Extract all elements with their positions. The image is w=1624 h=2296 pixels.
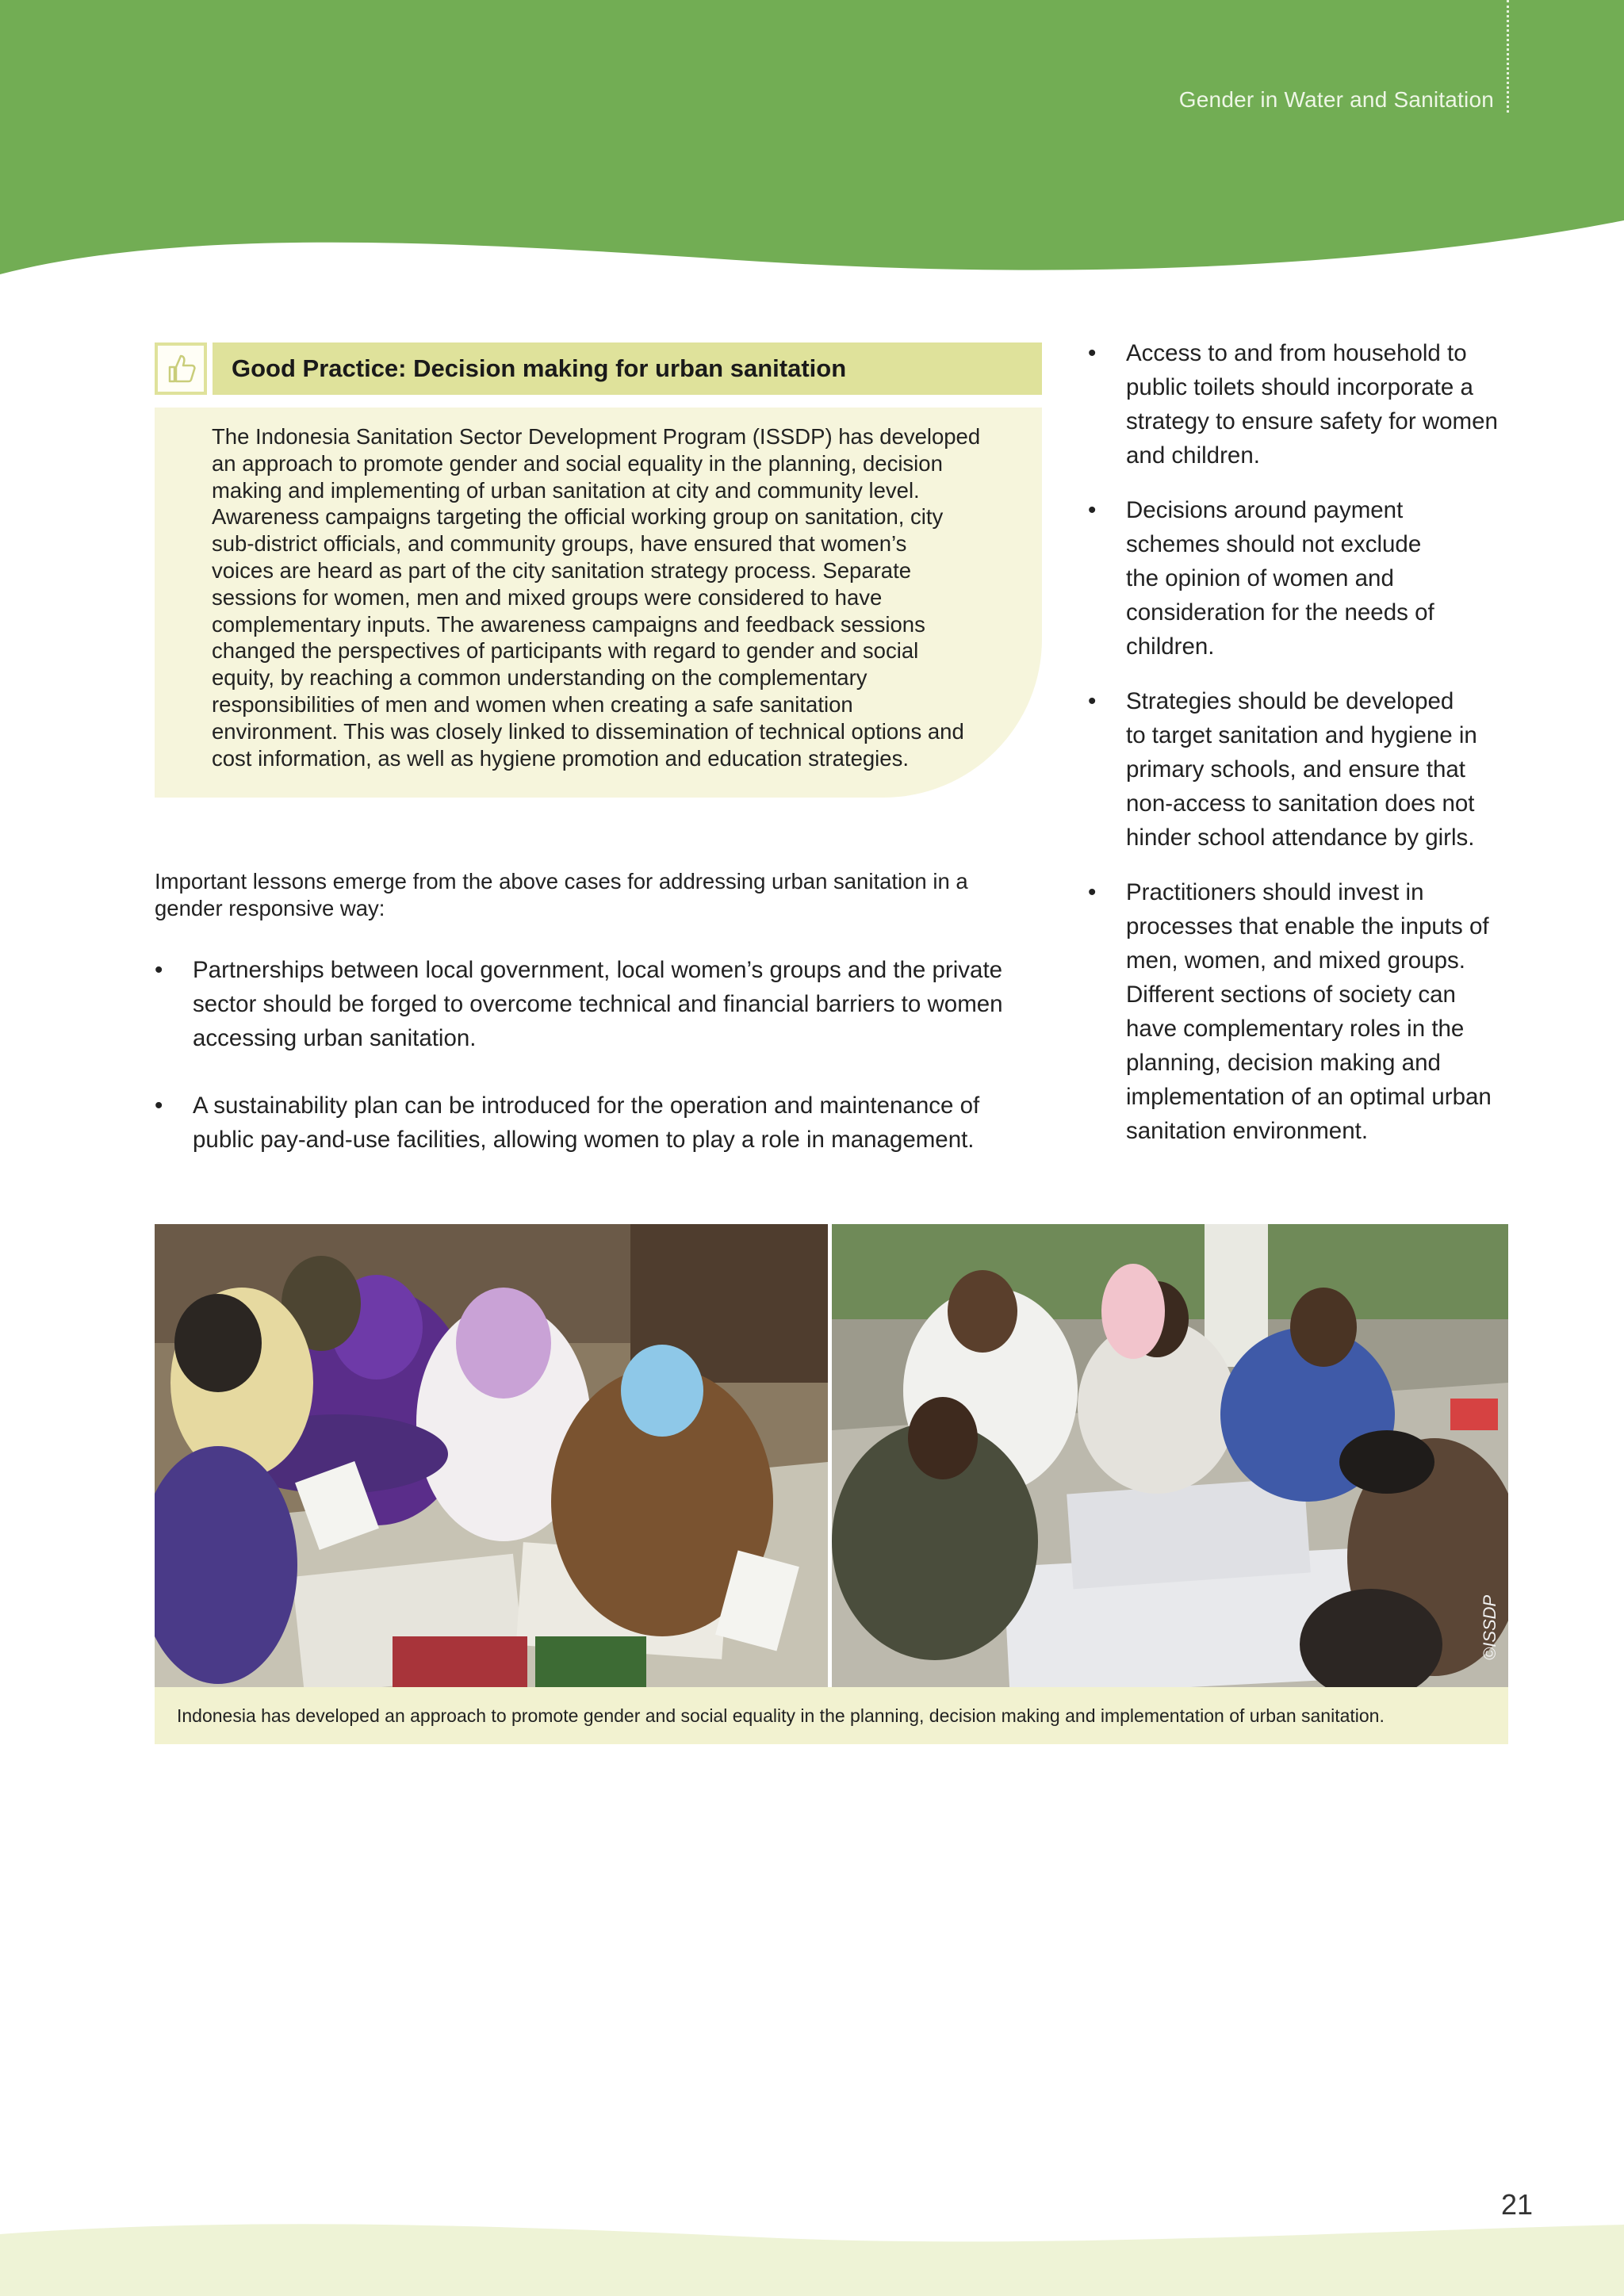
text-line: equity, by reaching a common understanding on the complementary: [212, 665, 868, 691]
intro-paragraph: [155, 868, 1051, 922]
text-line: voices are heard as part of the city sanitation strategy process. Separate: [212, 557, 912, 583]
text-line: responsibilities of men and women when creating a safe sanitation: [212, 691, 853, 717]
bullet-text: [193, 1093, 979, 1153]
text-line: public toilets should incorporate a: [1126, 374, 1473, 400]
photo-women-group: [155, 1224, 828, 1687]
good-practice-header: [213, 342, 1042, 395]
bullet-symbol: •: [155, 1093, 163, 1119]
bullet-item: [1088, 875, 1516, 1148]
text-line: and children.: [1126, 442, 1260, 469]
photo-copyright: ©ISSDP: [1480, 1594, 1500, 1660]
text-line: an approach to promote gender and social equality in the planning, decision: [212, 450, 943, 476]
text-line: consideration for the needs of: [1126, 599, 1434, 626]
text-line: Access to and from household to: [1126, 340, 1467, 366]
text-line: hinder school attendance by girls.: [1126, 825, 1475, 851]
text-line: A sustainability plan can be introduced for the operation and maintenance of: [193, 1093, 980, 1119]
text-line: men, women, and mixed groups.: [1126, 947, 1465, 974]
text-line: Partnerships between local government, local women’s groups and the private: [193, 957, 1003, 983]
text-line: Important lessons emerge from the above cases for addressing urban sanitation in a: [155, 869, 968, 894]
bullet-item: [1088, 336, 1516, 473]
left-bullet-list: [155, 953, 1051, 1190]
text-line: complementary inputs. The awareness campaigns and feedback sessions: [212, 611, 925, 637]
text-line: strategy to ensure safety for women: [1126, 408, 1498, 434]
text-line: planning, decision making and: [1126, 1050, 1441, 1076]
text-line: sub-district officials, and community groups, have ensured that women’s: [212, 531, 907, 557]
good-practice-text: [212, 423, 986, 771]
bullet-item: [1088, 493, 1516, 664]
bullet-symbol: •: [1088, 688, 1097, 714]
text-line: schemes should not exclude: [1126, 531, 1422, 557]
bullet-item: [155, 953, 1051, 1055]
bullet-item: [1088, 684, 1516, 855]
bullet-text: [1126, 497, 1434, 660]
text-line: changed the perspectives of participants with regard to gender and social: [212, 638, 919, 664]
text-line: to target sanitation and hygiene in: [1126, 722, 1477, 748]
text-line: Different sections of society can: [1126, 982, 1456, 1008]
photo-caption: Indonesia has developed an approach to promote gender and social equality in the planning, decision making and implementation of urban sanitation.: [177, 1705, 1385, 1726]
text-line: have complementary roles in the: [1126, 1016, 1465, 1042]
text-line: making and implementing of urban sanitation at city and community level.: [212, 477, 920, 503]
text-line: accessing urban sanitation.: [193, 1025, 477, 1051]
bullet-text: [1126, 340, 1498, 469]
bullet-item: [155, 1089, 1051, 1157]
header-band: [0, 0, 1624, 285]
thumbs-up-icon: [155, 342, 207, 395]
text-line: gender responsive way:: [155, 896, 385, 920]
text-line: cost information, as well as hygiene promotion and education strategies.: [212, 745, 909, 771]
text-line: Decisions around payment: [1126, 497, 1404, 523]
photo-men-group: [832, 1224, 1508, 1687]
footer-band: [0, 2220, 1624, 2296]
bullet-text: [1126, 688, 1477, 851]
text-line: implementation of an optimal urban: [1126, 1084, 1492, 1110]
bullet-text: [1126, 879, 1492, 1144]
good-practice-title: Good Practice: Decision making for urban sanitation: [232, 354, 847, 382]
page-number: 21: [1501, 2188, 1534, 2221]
bullet-symbol: •: [1088, 879, 1097, 905]
text-line: sector should be forged to overcome technical and financial barriers to women: [193, 991, 1003, 1017]
text-line: processes that enable the inputs of: [1126, 913, 1489, 939]
good-practice-box: [155, 408, 1042, 798]
text-line: sanitation environment.: [1126, 1118, 1369, 1144]
text-line: non-access to sanitation does not: [1126, 790, 1475, 817]
text-line: The Indonesia Sanitation Sector Development Program (ISSDP) has developed: [212, 424, 981, 449]
text-line: sessions for women, men and mixed groups were considered to have: [212, 584, 883, 610]
bullet-symbol: •: [1088, 340, 1097, 366]
text-line: children.: [1126, 633, 1215, 660]
text-line: Practitioners should invest in: [1126, 879, 1424, 905]
text-line: the opinion of women and: [1126, 565, 1394, 591]
header-dotted-rule: [1507, 0, 1509, 113]
bullet-text: [193, 957, 1003, 1051]
bullet-symbol: •: [155, 957, 163, 983]
running-title: Gender in Water and Sanitation: [1178, 87, 1494, 112]
photo-caption-box: [155, 1687, 1508, 1744]
text-line: Strategies should be developed: [1126, 688, 1454, 714]
text-line: public pay-and-use facilities, allowing women to play a role in management.: [193, 1127, 975, 1153]
bullet-symbol: •: [1088, 497, 1097, 523]
text-line: Awareness campaigns targeting the official working group on sanitation, city: [212, 504, 944, 530]
text-line: environment. This was closely linked to dissemination of technical options and: [212, 718, 964, 744]
right-bullet-list: [1088, 336, 1516, 1169]
text-line: primary schools, and ensure that: [1126, 756, 1465, 783]
